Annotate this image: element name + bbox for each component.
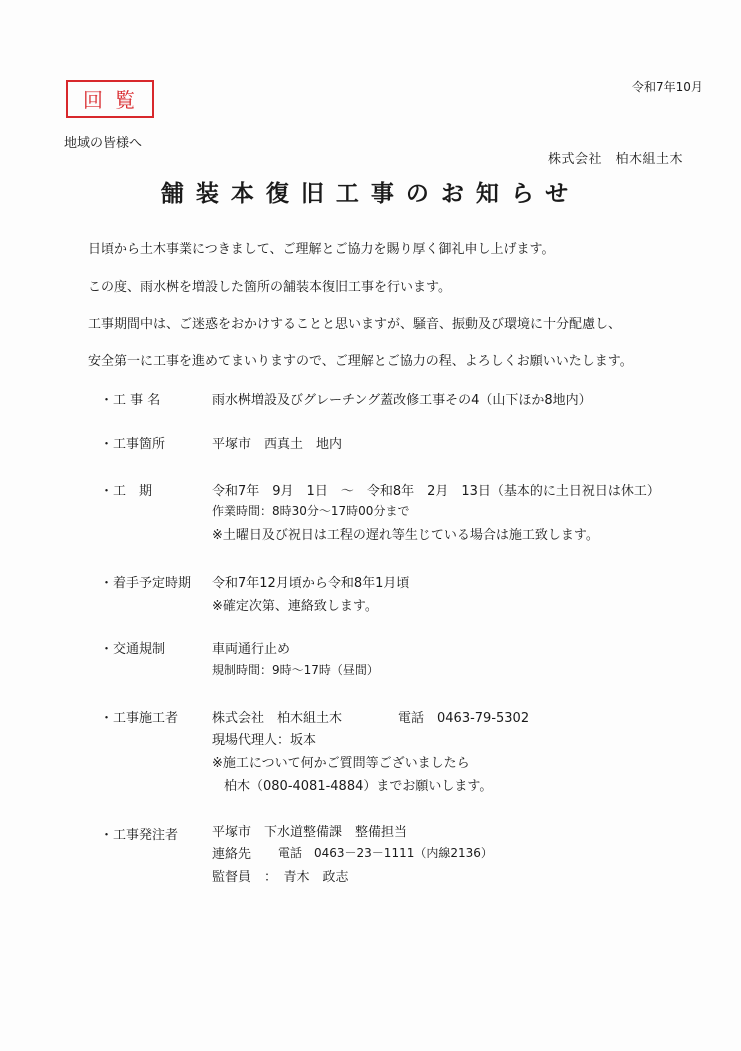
circulation-stamp: 回覧 [66,80,154,118]
location-value: 平塚市 西真土 地内 [212,437,343,452]
traffic-label: ・交通規制 [100,642,166,657]
site-agent: 現場代理人：坂本 [212,733,317,748]
start-label: ・着手予定時期 [100,576,192,591]
period-label: ・工 期 [100,484,153,499]
start-note: ※確定次第、連絡致します。 [212,599,378,614]
contractor-phone: 電話 0463-79-5302 [398,711,530,726]
project-name-value: 雨水桝増設及びグレーチング蓋改修工事その4（山下ほか8地内） [212,393,592,408]
contractor-label: ・工事施工者 [100,711,179,726]
client-label: ・工事発注者 [100,828,179,843]
supervisor: 監督員 ： 青木 政志 [212,870,349,885]
addressee: 地域の皆様へ [64,136,143,151]
page-title: 舗装本復旧工事のお知らせ [160,181,581,207]
start-value: 令和7年12月頃から令和8年1月頃 [212,576,410,591]
client-contact-phone: 電話 0463－23－1111（内線2136） [278,846,493,860]
intro-paragraph: 安全第一に工事を進めてまいりますので、ご理解とご協力の程、よろしくお願いいたします。 [88,354,633,369]
issue-date: 令和7年10月 [632,80,703,94]
intro-paragraph: 日頃から土木事業につきまして、ご理解とご協力を賜り厚く御礼申し上げます。 [88,242,555,257]
work-hours: 作業時間：8時30分～17時00分まで [212,504,410,518]
project-name-label: ・工 事 名 [100,393,161,408]
period-note: ※土曜日及び祝日は工程の遅れ等生じている場合は施工致します。 [212,528,599,543]
intro-paragraph: 工事期間中は、ご迷惑をおかけすることと思いますが、騒音、振動及び環境に十分配慮し、 [88,317,622,332]
client-value: 平塚市 下水道整備課 整備担当 [212,825,408,840]
contractor-note: ※施工について何かご質問等ございましたら [212,756,470,771]
contractor-value: 株式会社 柏木組土木 [212,711,343,726]
client-contact-label: 連絡先 [212,847,252,862]
contractor-contact: 柏木（080-4081-4884）までお願いします。 [224,779,493,794]
traffic-value: 車両通行止め [212,642,291,657]
location-label: ・工事箇所 [100,437,166,452]
period-value: 令和7年 9月 1日 ～ 令和8年 2月 13日（基本的に土日祝日は休工） [212,484,660,499]
intro-paragraph: この度、雨水桝を増設した箇所の舗装本復旧工事を行います。 [88,280,451,295]
sender-company: 株式会社 柏木組土木 [548,152,684,167]
traffic-hours: 規制時間：9時～17時（昼間） [212,663,379,677]
